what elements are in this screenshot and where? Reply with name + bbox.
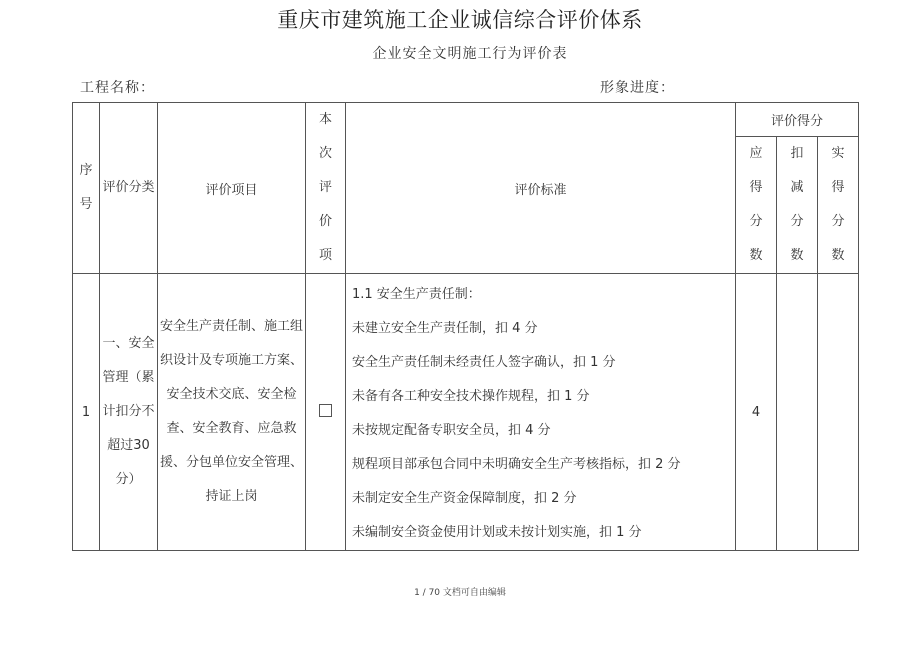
criteria-line: 未备有各工种安全技术操作规程，扣 1 分 bbox=[352, 389, 590, 404]
criteria-line: 未制定安全生产资金保障制度，扣 2 分 bbox=[352, 491, 577, 506]
row-deduct-score[interactable] bbox=[777, 274, 818, 551]
criteria-line: 未按规定配备专职安全员，扣 4 分 bbox=[352, 423, 551, 438]
project-name-label: 工程名称： bbox=[80, 80, 155, 96]
checkbox-icon[interactable] bbox=[319, 404, 332, 417]
progress-label: 形象进度： bbox=[600, 80, 675, 96]
criteria-line: 1.1 安全生产责任制： bbox=[352, 287, 481, 302]
header-index: 序 号 bbox=[73, 103, 100, 274]
criteria-line: 规程项目部承包合同中未明确安全生产考核指标，扣 2 分 bbox=[352, 457, 681, 472]
header-category: 评价分类 bbox=[100, 103, 158, 274]
header-actual-score: 实 得 分 数 bbox=[818, 137, 859, 274]
table-row bbox=[73, 274, 859, 551]
document-subtitle: 企业安全文明施工行为评价表 bbox=[372, 46, 568, 62]
header-score-group: 评价得分 bbox=[736, 103, 859, 137]
page-footer: 1 / 70 文档可自由编辑 bbox=[414, 588, 506, 598]
criteria-line: 安全生产责任制未经责任人签字确认，扣 1 分 bbox=[352, 355, 616, 370]
header-criteria: 评价标准 bbox=[346, 103, 736, 274]
row-category: 一、安全管理（累计扣分不超过30分） bbox=[100, 274, 158, 551]
row-index: 1 bbox=[73, 274, 100, 551]
document-title: 重庆市建筑施工企业诚信综合评价体系 bbox=[277, 8, 643, 32]
row-criteria bbox=[346, 274, 736, 551]
row-item: 安全生产责任制、施工组织设计及专项施工方案、安全技术交底、安全检查、安全教育、应急救援、分包单位安全管理、持证上岗 bbox=[158, 274, 306, 551]
row-this-eval bbox=[306, 274, 346, 551]
header-item: 评价项目 bbox=[158, 103, 306, 274]
row-should-score: 4 bbox=[736, 274, 777, 551]
header-should-score: 应 得 分 数 bbox=[736, 137, 777, 274]
row-actual-score[interactable] bbox=[818, 274, 859, 551]
criteria-line: 未建立安全生产责任制，扣 4 分 bbox=[352, 321, 538, 336]
evaluation-table bbox=[72, 102, 859, 551]
criteria-line: 未编制安全资金使用计划或未按计划实施，扣 1 分 bbox=[352, 525, 642, 540]
header-deduct-score: 扣 减 分 数 bbox=[777, 137, 818, 274]
header-this-eval: 本 次 评 价 项 bbox=[306, 103, 346, 274]
